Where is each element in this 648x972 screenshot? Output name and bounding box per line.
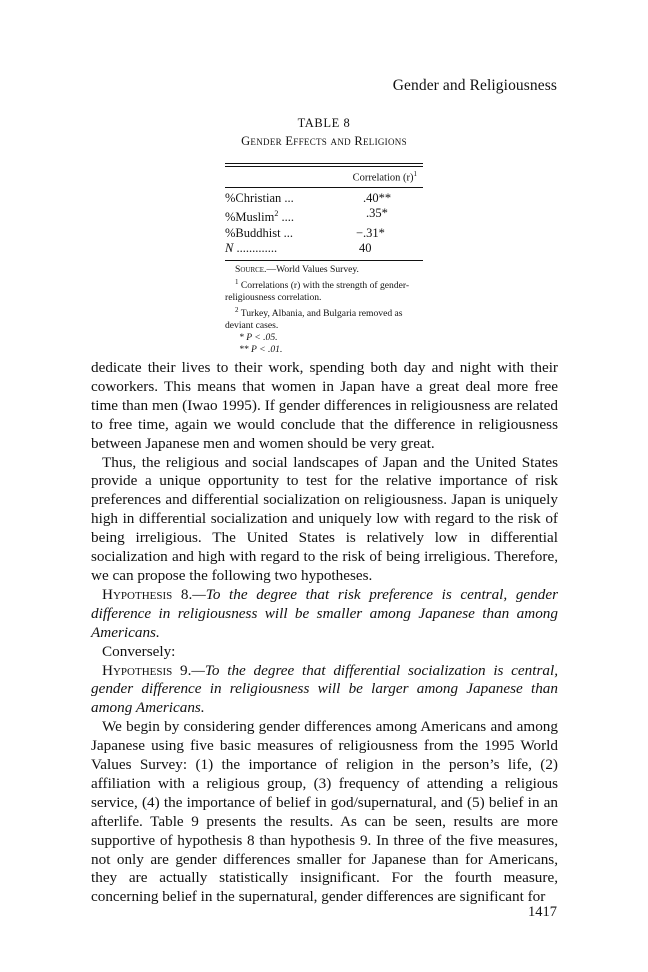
hypothesis-9-text: —To the degree that differential socialization is central, gender difference in religiousness will be larger among Japanese than among Americans. [91,661,558,717]
note-1-text: Correlations (r) with the strength of gender-religiousness correlation. [225,279,410,303]
row-label-italic: N [225,241,234,256]
row-label-text: %Muslim [225,210,275,225]
table-notes [225,261,423,356]
running-head: Gender and Religiousness [392,77,557,94]
column-header-text: Correlation (r) [352,172,414,184]
hypothesis-8-text: —To the degree that risk preference is central, gender difference in religiousness will be smaller among Japanese than among Americans. [91,585,558,641]
source-label: Source. [235,263,267,275]
note-2-sup: 2 [235,305,239,314]
row-value: .35* [366,206,388,220]
table-8 [225,116,423,356]
table-column-header [225,167,423,187]
column-header-sup: 1 [413,170,417,178]
paragraph-1: dedicate their lives to their work, spending both day and night with their coworkers. This means that women in Japan have a great deal more free time than men (Iwao 1995). If gender differences in religiousness are related to free time, again we would conclude that the difference in religiousness between Japanese men and women should be very great. [91,359,558,452]
table-source [225,264,423,276]
table-row [225,226,423,242]
source-text: —World Values Survey. [266,263,359,275]
conversely: Conversely: [102,642,176,660]
row-label: %Buddhist ... [225,225,294,240]
table-number: TABLE 8 [297,116,351,130]
row-label [225,206,355,226]
table-note-2 [225,304,423,332]
paragraph-2: Thus, the religious and social landscapes of Japan and the United States provide a unique opportunity to test for the relative importance of risk preferences and differential socialization on religiousness. Japan is uniquely high in differential socialization and uniquely low with regard to the risk of being irreligious. The United States is relatively low in differential socialization and high with regard to the risk of being irreligious. Therefore, we can propose the following two hypotheses. [91,453,558,584]
row-label-dots: .... [278,210,294,225]
hypothesis-9 [91,662,558,719]
row-label [225,241,355,257]
table-note-3: * P < .05. [239,332,278,344]
paragraph-3: We begin by considering gender differences among Americans and among Japanese using five basic measures of religiousness from the 1995 World Values Survey: (1) the importance of religion in the person’s life, (2) affiliation with a religious group, (3) frequency of attending a religious service, (4) the importance of belief in god/supernatural, and (5) belief in an afterlife. Table 9 presents the results. As can be seen, results are more supportive of hypothesis 8 than hypothesis 9. In three of the five measures, not only are gender differences smaller for Japanese than for Americans, they are actually statistically insignificant. For the fourth measure, concerning belief in the supernatural, gender differences are significant for [91,718,558,906]
table-note-4: ** P < .01. [239,344,283,356]
table-row [225,206,423,226]
note-2-text: Turkey, Albania, and Bulgaria removed as deviant cases. [225,308,403,332]
hypothesis-9-label: Hypothesis 9. [102,661,192,679]
row-label-sup: 2 [274,209,279,218]
body-text [91,359,558,907]
row-value: .40** [363,190,392,205]
table-rows [225,188,423,260]
table-row [225,241,423,257]
row-value: 40 [359,241,372,256]
table-title: Gender Effects and Religions [241,134,407,148]
table-row [225,191,423,207]
page-number: 1417 [528,904,557,920]
row-label: %Christian ... [225,190,294,205]
hypothesis-8-label: Hypothesis 8. [102,585,193,603]
hypothesis-8 [91,586,558,643]
note-1-sup: 1 [235,277,239,286]
table-note-1 [225,276,423,304]
row-label-dots: ............. [233,241,278,256]
row-value: −.31* [356,225,385,240]
